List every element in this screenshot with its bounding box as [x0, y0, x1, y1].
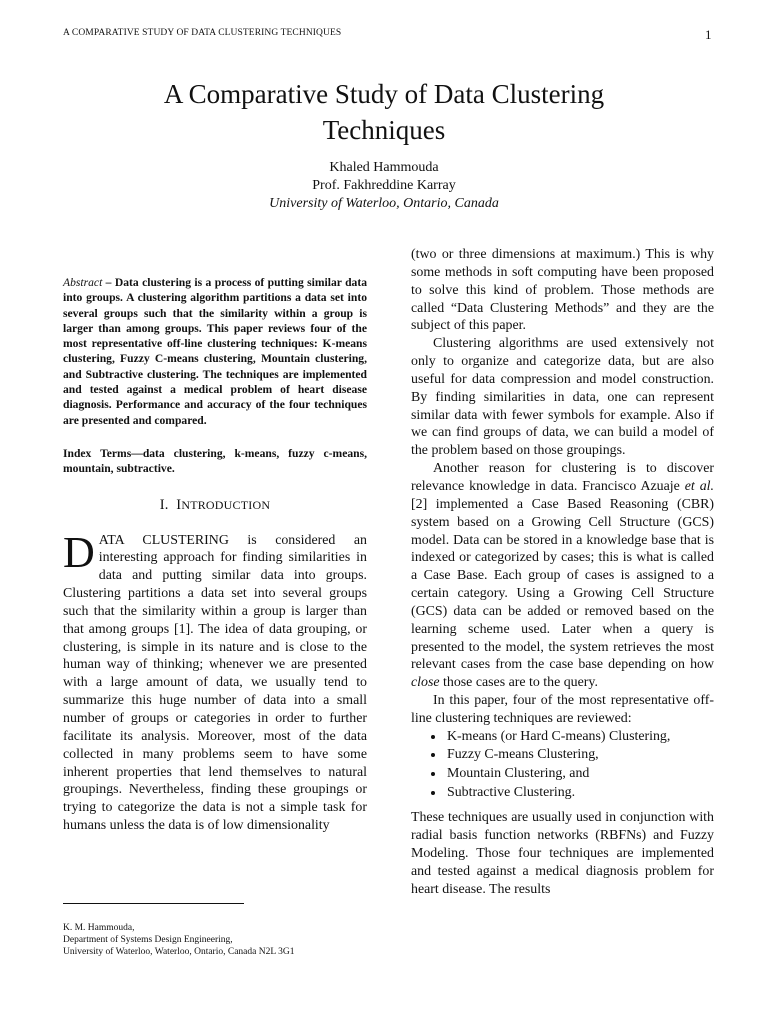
para3-text-c: those cases are to the query.: [439, 675, 598, 691]
footnote-rule: [63, 903, 244, 904]
intro-paragraph-5: These techniques are usually used in conjunction with radial basis function networks (RBFNs) and Fuzzy Modeling. Those four techniques are implemented and tested against a medical diagnosis problem for heart disease. The results: [411, 810, 714, 897]
paper-title: [60, 76, 708, 148]
right-column: [411, 246, 714, 898]
intro-paragraph-1: [63, 527, 368, 835]
abstract-dash: –: [102, 276, 115, 289]
list-item: • Fuzzy C-means Clustering,: [445, 746, 714, 765]
list-spacer: [411, 802, 714, 809]
para3-et-al: et al.: [684, 478, 715, 494]
para3-text-b: [2] implemented a Case Based Reasoning (CBR) system based on a Growing Cell Structure (GCS) model. Data can be stored in a knowledge base that is indexed or categorized by cases; this is what is called a Case Base. Each group of cases is assigned to a certain category. Using a Growing Cell Structure (GCS) data can be added or removed based on the learning scheme used. Later when a query is presented to the model, the system retrieves the most relevant cases from the case base depending on how: [411, 496, 714, 673]
footnote-line: University of Waterloo, Waterloo, Ontario, Canada N2L 3G1: [63, 946, 295, 957]
abstract: [63, 275, 367, 428]
page-number: 1: [705, 27, 712, 42]
footnote-line: Department of Systems Design Engineering,: [63, 934, 233, 945]
author-block: [60, 159, 708, 213]
footnote-line: K. M. Hammouda,: [63, 923, 135, 933]
abstract-label: Abstract: [63, 276, 103, 289]
intro-lead-caps: ATA CLUSTERING: [98, 532, 229, 548]
para3-text-a: Another reason for clustering is to discover relevance knowledge in data. Francisco Azuaje: [411, 461, 714, 494]
intro-text: is considered an interesting approach for finding similarities in data and putting similar data into groups. Clustering partitions a data set into several groups such that the similarity within a group is larger than that among groups [1]. The idea of data grouping, or clustering, is simple in its nature and is close to the human way of thinking; whenever we are presented with a large amount of data, we usually tend to summarize this huge number of data into a small number of groups or categories in order to further facilitate its analysis. Moreover, most of the data collected in many problems seem to have some inherent properties that lend themselves to natural groupings. Nevertheless, finding these groupings or trying to categorize the data is not a simple task for humans unless the data is of low dimensionality: [63, 532, 368, 834]
abstract-text: Data clustering is a process of putting similar data into groups. A clustering algorithm partitions a data set into several groups such that the similarity within a group is larger than among groups. This paper reviews four of the most representative off-line clustering techniques: K-means clustering, Fuzzy C-means clustering, Mountain clustering, and Subtractive clustering. The techniques are implemented and tested against a medical problem of heart disease diagnosis. Performance and accuracy of the four techniques are presented and compared.: [63, 276, 367, 427]
intro-paragraph-continued: (two or three dimensions at maximum.) This is why some methods in soft computing have been proposed to solve this kind of problem. Those methods are called “Data Clustering Methods” and they are the subject of this paper.: [411, 247, 714, 334]
section-heading-introduction: [63, 497, 367, 514]
drop-cap: D: [63, 527, 95, 577]
author-name: Prof. Fakhreddine Karray: [312, 178, 456, 193]
list-item: • Mountain Clustering, and: [445, 765, 714, 784]
list-item: • K-means (or Hard C-means) Clustering,: [445, 728, 714, 747]
author-name: Khaled Hammouda: [329, 160, 439, 175]
intro-paragraph-4: In this paper, four of the most representative off-line clustering techniques are reviewed:: [411, 693, 714, 726]
title-line-1: A Comparative Study of Data Clustering: [163, 79, 605, 109]
section-title-rest: NTRODUCTION: [181, 497, 271, 512]
running-header: A COMPARATIVE STUDY OF DATA CLUSTERING TECHNIQUES: [63, 28, 342, 38]
index-terms: Index Terms—data clustering, k-means, fuzzy c-means, mountain, subtractive.: [63, 446, 367, 476]
para3-close: close: [411, 675, 440, 691]
intro-paragraph-3: [411, 460, 714, 692]
section-numeral: I.: [159, 496, 169, 513]
list-item: • Subtractive Clustering.: [445, 784, 714, 803]
techniques-list: [411, 728, 714, 802]
title-line-2: Techniques: [322, 115, 446, 145]
author-affiliation: University of Waterloo, Ontario, Canada: [269, 196, 499, 211]
left-column: [63, 275, 367, 835]
footnote: [63, 923, 383, 958]
section-title-first-letter: I: [176, 496, 182, 513]
intro-paragraph-2: Clustering algorithms are used extensively not only to organize and categorize data, but are also useful for data compression and model construction. By finding similarities in data, one can represent similar data with fewer symbols for example. Also if we can find groups of data, we can build a model of the problem based on those groupings.: [411, 336, 714, 459]
